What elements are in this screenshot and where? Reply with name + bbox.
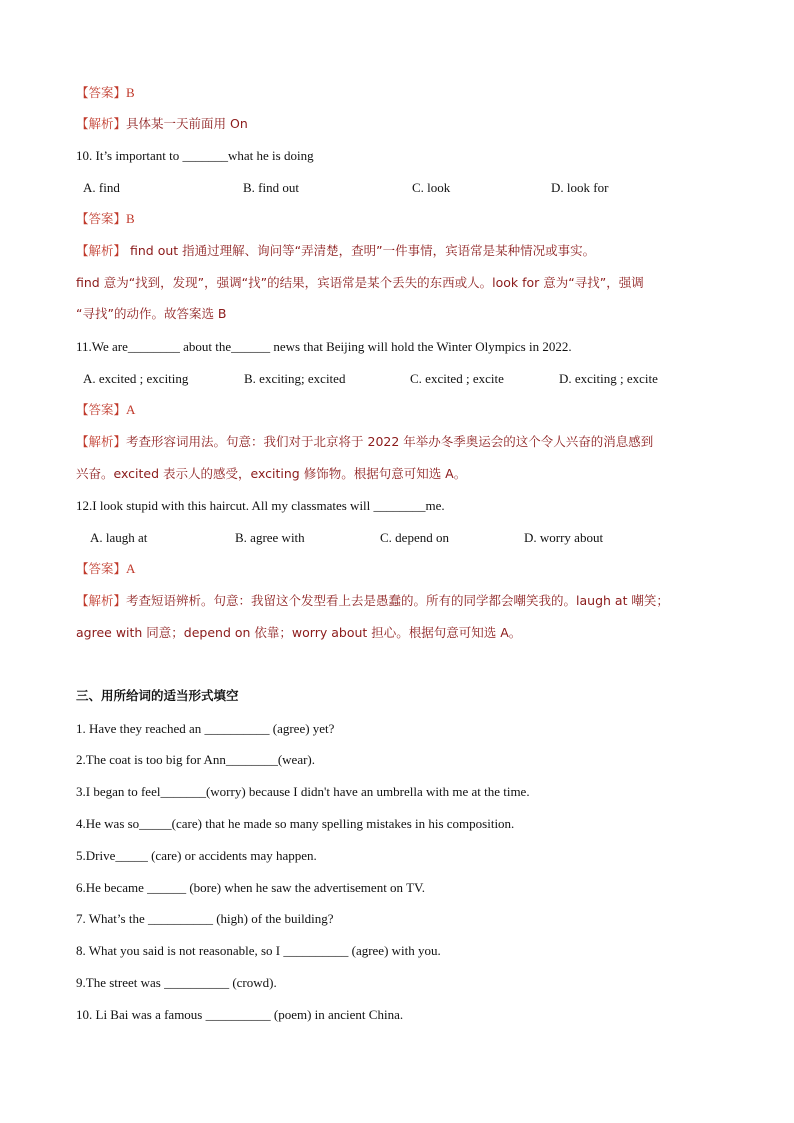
- analysis-text: find out 指通过理解、询问等“弄清楚，查明”一件事情，宾语常是某种情况或事实。: [126, 243, 596, 258]
- answer-value: A: [126, 561, 136, 576]
- fill-item-8: 8. What you said is not reasonable, so I __________ (agree) with you.: [76, 943, 441, 958]
- answer-tag: 【答案】: [76, 211, 127, 226]
- analysis-tag: 【解析】: [76, 243, 127, 258]
- option-b: B. find out: [243, 180, 299, 195]
- fill-item-7: 7. What’s the __________ (high) of the building?: [76, 911, 334, 926]
- q11-answer-line: [76, 401, 135, 419]
- option-a: A. excited ; exciting: [83, 371, 189, 386]
- answer-value: A: [126, 402, 136, 417]
- fill-item-9: 9.The street was __________ (crowd).: [76, 975, 277, 990]
- option-c: C. depend on: [380, 530, 449, 545]
- option-b: B. agree with: [235, 530, 305, 545]
- q10-question: 10. It’s important to _______what he is doing: [76, 148, 314, 163]
- analysis-tag: 【解析】: [76, 116, 127, 131]
- fill-item-2: 2.The coat is too big for Ann________(wear).: [76, 752, 316, 767]
- answer-tag: 【答案】: [76, 402, 127, 417]
- q9-answer-line: [76, 84, 135, 102]
- section-title: 三、用所给词的适当形式填空: [76, 688, 239, 703]
- option-a: A. find: [83, 180, 120, 195]
- answer-tag: 【答案】: [76, 561, 127, 576]
- q12-answer-line: [76, 560, 135, 578]
- analysis-text: 考查形容词用法。句意：我们对于北京将于 2022 年举办冬季奥运会的这个令人兴奋的消息感到: [126, 434, 654, 449]
- analysis-text: 具体某一天前面用 On: [126, 116, 248, 131]
- analysis-text: 考查短语辨析。句意：我留这个发型看上去是愚蠢的。所有的同学都会嘲笑我的。laugh at 嘲笑；: [126, 593, 669, 608]
- q12-options: [0, 529, 794, 547]
- q10-options: [0, 179, 794, 197]
- q11-analysis-line-2: 兴奋。excited 表示人的感受，exciting 修饰物。根据句意可知选 A。: [76, 466, 467, 481]
- q12-analysis-line-1: [76, 592, 669, 610]
- fill-item-4: 4.He was so_____(care) that he made so many spelling mistakes in his composition.: [76, 816, 515, 831]
- q11-options: [0, 370, 794, 388]
- q11-question: 11.We are________ about the______ news that Beijing will hold the Winter Olympics in 2022.: [76, 339, 572, 354]
- q11-analysis-line-1: [76, 433, 653, 451]
- answer-tag: 【答案】: [76, 85, 127, 100]
- q10-analysis-line-3: “寻找”的动作。故答案选 B: [76, 306, 227, 321]
- option-d: D. exciting ; excite: [559, 371, 658, 386]
- q10-analysis-line-1: [76, 242, 595, 260]
- fill-item-6: 6.He became ______ (bore) when he saw the advertisement on TV.: [76, 880, 425, 895]
- fill-item-5: 5.Drive_____ (care) or accidents may happen.: [76, 848, 317, 863]
- option-d: D. look for: [551, 180, 609, 195]
- option-c: C. excited ; excite: [410, 371, 504, 386]
- q9-analysis-line: [76, 115, 248, 133]
- analysis-tag: 【解析】: [76, 593, 127, 608]
- answer-value: B: [126, 211, 135, 226]
- fill-item-1: 1. Have they reached an __________ (agree) yet?: [76, 721, 335, 736]
- q10-answer-line: [76, 210, 135, 228]
- option-d: D. worry about: [524, 530, 604, 545]
- q10-analysis-line-2: find 意为“找到，发现”，强调“找”的结果，宾语常是某个丢失的东西或人。look for 意为“寻找”，强调: [76, 275, 644, 290]
- option-a: A. laugh at: [90, 530, 148, 545]
- q12-analysis-line-2: agree with 同意；depend on 依靠；worry about 担心。根据句意可知选 A。: [76, 625, 522, 640]
- fill-item-3: 3.I began to feel_______(worry) because I didn't have an umbrella with me at the time.: [76, 784, 530, 799]
- option-c: C. look: [412, 180, 451, 195]
- q12-question: 12.I look stupid with this haircut. All my classmates will ________me.: [76, 498, 445, 513]
- fill-item-10: 10. Li Bai was a famous __________ (poem) in ancient China.: [76, 1007, 404, 1022]
- analysis-tag: 【解析】: [76, 434, 127, 449]
- option-b: B. exciting; excited: [244, 371, 346, 386]
- answer-value: B: [126, 85, 135, 100]
